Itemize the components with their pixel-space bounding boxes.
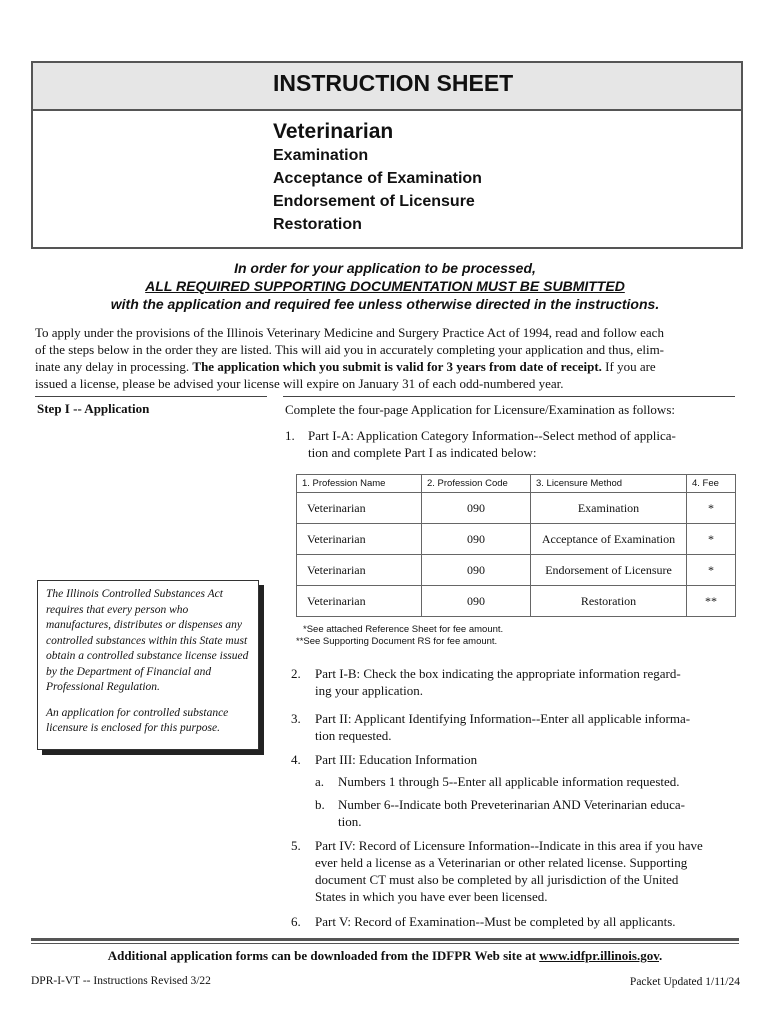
step-divider-left — [35, 396, 267, 397]
form-id: DPR-I-VT -- Instructions Revised 3/22 — [31, 975, 211, 987]
intro-line-2: of the steps below in the order they are listed. This will aid you in accurately completing your application and thus, elim- — [35, 342, 665, 357]
cell-method: Restoration — [531, 586, 687, 617]
cell-code: 090 — [422, 524, 531, 555]
method-endorsement: Endorsement of Licensure — [273, 193, 475, 210]
sidebar-para-2: An application for controlled substance licensure is enclosed for this purpose. — [46, 706, 229, 734]
item-1-line-2: tion and complete Part I as indicated below: — [308, 445, 537, 460]
cell-code: 090 — [422, 586, 531, 617]
col-profession-name: 1. Profession Name — [297, 475, 422, 493]
item-6-number: 6. — [291, 914, 301, 929]
cell-code: 090 — [422, 555, 531, 586]
table-row — [297, 524, 736, 555]
notice-underlined: ALL REQUIRED SUPPORTING DOCUMENTATION MUST BE SUBMITTED — [145, 278, 625, 294]
item-4a-letter: a. — [315, 774, 325, 789]
download-notice — [0, 948, 770, 964]
item-4a-text: Numbers 1 through 5--Enter all applicable information requested. — [338, 774, 680, 789]
notice-line-3: with the application and required fee unless otherwise directed in the instructions. — [110, 296, 660, 312]
validity-statement: The application which you submit is valid for 3 years from date of receipt. — [192, 359, 602, 374]
footer-rule-thick — [31, 938, 739, 941]
download-text: Additional application forms can be downloaded from the IDFPR Web site at — [107, 948, 540, 963]
intro-paragraph — [35, 324, 735, 392]
intro-line-1: To apply under the provisions of the Illinois Veterinary Medicine and Surgery Practice Act of 1994, read and follow each — [35, 325, 664, 340]
fee-note-2: **See Supporting Document RS for fee amount. — [296, 636, 498, 647]
table-row — [297, 586, 736, 617]
item-4-line-1: Part III: Education Information — [315, 752, 478, 767]
header-box — [31, 61, 743, 249]
col-profession-code: 2. Profession Code — [422, 475, 531, 493]
item-2-line-1: Part I-B: Check the box indicating the appropriate information regard- — [315, 666, 681, 681]
notice-line-1: In order for your application to be processed, — [234, 260, 536, 276]
cell-fee: ** — [687, 586, 736, 617]
item-3-line-2: tion requested. — [315, 728, 392, 743]
fee-note-1: *See attached Reference Sheet for fee amount. — [303, 624, 504, 635]
item-1-number: 1. — [285, 428, 295, 443]
item-2-line-2: ing your application. — [315, 683, 423, 698]
table-row — [297, 493, 736, 524]
item-3-line-1: Part II: Applicant Identifying Information--Enter all applicable informa- — [315, 711, 691, 726]
cell-fee: * — [687, 524, 736, 555]
profession-title: Veterinarian — [273, 120, 394, 143]
col-fee: 4. Fee — [687, 475, 736, 493]
item-3-number: 3. — [291, 711, 301, 726]
cell-fee: * — [687, 555, 736, 586]
item-2-number: 2. — [291, 666, 301, 681]
item-5-line-1: Part IV: Record of Licensure Information--Indicate in this area if you have — [315, 838, 703, 853]
fee-table — [296, 474, 736, 617]
cell-method: Examination — [531, 493, 687, 524]
fee-table-header — [297, 475, 736, 493]
notice-line-2 — [0, 278, 770, 294]
step-1-heading: Step I -- Application — [37, 401, 150, 416]
item-4-number: 4. — [291, 752, 301, 767]
page-title: INSTRUCTION SHEET — [273, 70, 514, 96]
item-4b-line-1: Number 6--Indicate both Preveterinarian AND Veterinarian educa- — [338, 797, 686, 812]
sidebar-para-1: The Illinois Controlled Substances Act requires that every person who manufactures, distributes or dispenses any controlled substances within this State must obtain a controlled substance license issued by the Department of Financial and Professional Regulation. — [46, 588, 249, 693]
packet-updated: Packet Updated 1/11/24 — [629, 976, 740, 988]
item-1-line-1: Part I-A: Application Category Information--Select method of applica- — [308, 428, 676, 443]
item-4b-line-2: tion. — [338, 814, 362, 829]
table-row — [297, 555, 736, 586]
cell-method: Acceptance of Examination — [531, 524, 687, 555]
col-licensure-method: 3. Licensure Method — [531, 475, 687, 493]
item-5-line-3: document CT must also be completed by all jurisdiction of the United — [315, 872, 679, 887]
download-period: . — [659, 948, 663, 963]
cell-fee: * — [687, 493, 736, 524]
item-6-line-1: Part V: Record of Examination--Must be completed by all applicants. — [315, 914, 676, 929]
cell-profession: Veterinarian — [297, 555, 422, 586]
item-5-line-4: States in which you have ever been licensed. — [315, 889, 548, 904]
item-5-line-2: ever held a license as a Veterinarian or other related license. Supporting — [315, 855, 688, 870]
method-examination: Examination — [273, 147, 369, 164]
intro-line-3a: inate any delay in processing. — [35, 359, 193, 374]
intro-line-4: issued a license, please be advised your license will expire on January 31 of each odd-numbered year. — [35, 376, 564, 391]
item-5-number: 5. — [291, 838, 301, 853]
item-4b-letter: b. — [315, 797, 325, 812]
step-divider-right — [283, 396, 735, 397]
step-1-lead: Complete the four-page Application for Licensure/Examination as follows: — [285, 402, 675, 417]
cell-code: 090 — [422, 493, 531, 524]
method-restoration: Restoration — [273, 216, 362, 233]
idfpr-link[interactable]: www.idfpr.illinois.gov — [539, 948, 659, 963]
cell-profession: Veterinarian — [297, 524, 422, 555]
intro-line-3 — [35, 358, 735, 375]
intro-line-3c: If you are — [601, 359, 656, 374]
method-acceptance: Acceptance of Examination — [273, 170, 482, 187]
cell-method: Endorsement of Licensure — [531, 555, 687, 586]
cell-profession: Veterinarian — [297, 493, 422, 524]
header-band — [33, 63, 741, 111]
cell-profession: Veterinarian — [297, 586, 422, 617]
controlled-substances-sidebar — [37, 580, 259, 750]
footer-rule-thin — [31, 943, 739, 944]
